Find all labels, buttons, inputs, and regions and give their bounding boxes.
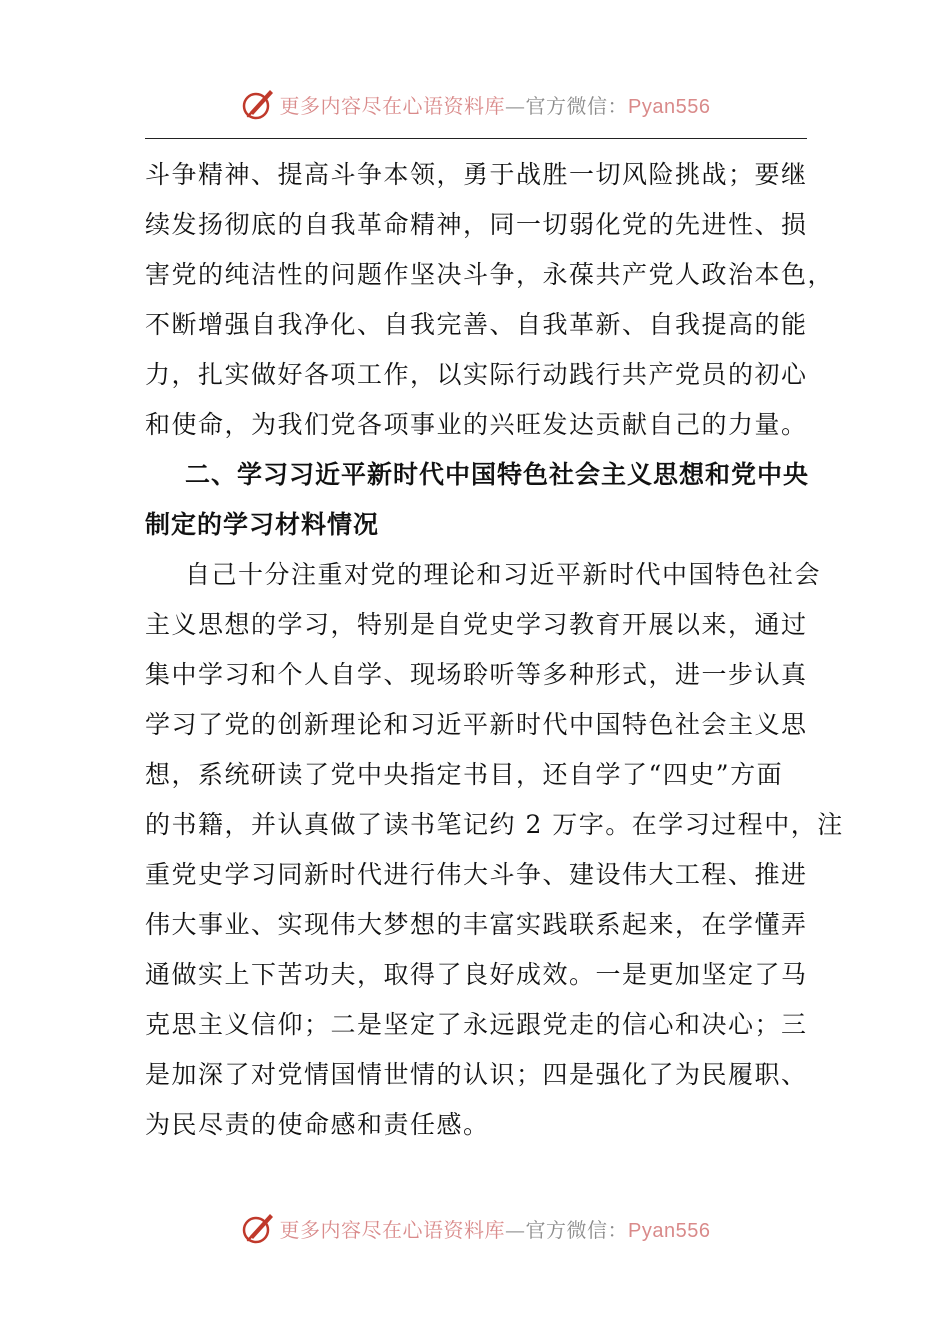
text-line: 斗争精神、提高斗争本领，勇于战胜一切风险挑战；要继 <box>145 160 808 189</box>
footer-dash: — <box>505 1217 526 1242</box>
text-line: 集中学习和个人自学、现场聆听等多种形式，进一步认真 <box>145 660 808 689</box>
quill-logo-icon <box>240 1210 276 1246</box>
text-line: 想，系统研读了党中央指定书目，还自学了“四史”方面 <box>145 760 784 789</box>
text-line: 害党的纯洁性的问题作坚决斗争，永葆共产党人政治本色， <box>145 260 835 289</box>
text-line: 自己十分注重对党的理论和习近平新时代中国特色社会 <box>185 560 822 589</box>
section-heading-2 <box>145 450 810 550</box>
text-line: 主义思想的学习，特别是自党史学习教育开展以来，通过 <box>145 610 808 639</box>
text-line: 重党史学习同新时代进行伟大斗争、建设伟大工程、推进 <box>145 860 808 889</box>
text-line: 学习了党的创新理论和习近平新时代中国特色社会主义思 <box>145 710 808 739</box>
footer-account: Pyan556 <box>628 1219 711 1242</box>
header-wechat-label: 官方微信： <box>525 93 629 118</box>
paragraph-2 <box>145 550 844 1150</box>
footer-text <box>280 1214 711 1243</box>
text-line: 不断增强自我净化、自我完善、自我革新、自我提高的能 <box>145 310 808 339</box>
text-line: 的书籍，并认真做了读书笔记约 2 万字。在学习过程中，注 <box>145 810 844 839</box>
text-line: 克思主义信仰；二是坚定了永远跟党走的信心和决心；三 <box>145 1010 808 1039</box>
header-text <box>280 90 711 119</box>
paragraph-1 <box>145 150 835 450</box>
footer-watermark <box>0 1208 950 1248</box>
text-line: 是加深了对党情国情世情的认识；四是强化了为民履职、 <box>145 1060 808 1089</box>
header-account: Pyan556 <box>628 95 711 118</box>
header-site-text: 更多内容尽在心语资料库 <box>279 93 506 118</box>
text-line: 通做实上下苦功夫，取得了良好成效。一是更加坚定了马 <box>145 960 808 989</box>
heading-line: 制定的学习材料情况 <box>145 510 380 539</box>
text-line: 和使命，为我们党各项事业的兴旺发达贡献自己的力量。 <box>145 410 808 439</box>
text-line: 为民尽责的使命感和责任感。 <box>145 1110 490 1139</box>
text-line: 续发扬彻底的自我革命精神，同一切弱化党的先进性、损 <box>145 210 808 239</box>
heading-line: 二、学习习近平新时代中国特色社会主义思想和党中央 <box>185 460 810 489</box>
footer-site-text: 更多内容尽在心语资料库 <box>279 1217 506 1242</box>
document-body <box>145 150 844 1150</box>
text-line: 伟大事业、实现伟大梦想的丰富实践联系起来，在学懂弄 <box>145 910 808 939</box>
quill-logo-icon <box>240 86 276 122</box>
header-divider <box>145 138 807 139</box>
header-watermark <box>0 84 950 124</box>
footer-wechat-label: 官方微信： <box>525 1217 629 1242</box>
header-dash: — <box>505 93 526 118</box>
text-line: 力，扎实做好各项工作，以实际行动践行共产党员的初心 <box>145 360 808 389</box>
